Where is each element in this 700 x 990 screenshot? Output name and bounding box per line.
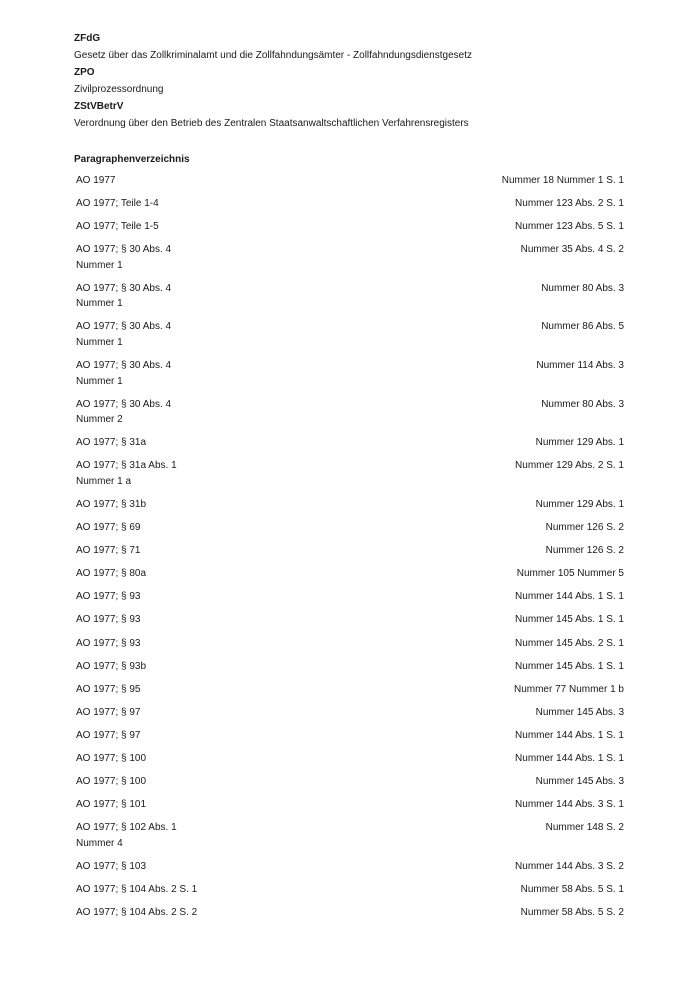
index-row-law: AO 1977; § 100 — [76, 752, 147, 764]
index-row-law: AO 1977; § 93 — [76, 591, 141, 603]
index-row-reference: Nummer 145 Abs. 1 S. 1 — [515, 614, 624, 626]
index-row — [74, 636, 626, 652]
index-row-reference: Nummer 77 Nummer 1 b — [513, 683, 624, 695]
index-row-law: AO 1977; § 30 Abs. 4 Nummer 2 — [76, 398, 172, 426]
section-title: Paragraphenverzeichnis — [74, 154, 190, 165]
abbreviation-term: ZStVBetrV — [74, 101, 124, 112]
index-row-law: AO 1977; § 93 — [76, 637, 141, 649]
abbreviation-entry — [74, 66, 626, 97]
index-row-law: AO 1977; § 31a — [76, 437, 147, 449]
index-row — [74, 705, 626, 721]
index-row — [74, 458, 626, 489]
index-row-reference: Nummer 126 S. 2 — [545, 522, 624, 534]
index-row — [74, 173, 626, 189]
index-row — [74, 497, 626, 513]
index-row-reference: Nummer 145 Abs. 1 S. 1 — [515, 660, 624, 672]
index-row-reference: Nummer 126 S. 2 — [545, 545, 624, 557]
index-row-reference: Nummer 144 Abs. 3 S. 1 — [515, 799, 624, 811]
index-row — [74, 612, 626, 628]
index-row — [74, 242, 626, 273]
index-row-law: AO 1977; § 101 — [76, 799, 147, 811]
index-row-reference: Nummer 144 Abs. 3 S. 2 — [515, 860, 624, 872]
index-row — [74, 797, 626, 813]
index-row — [74, 859, 626, 875]
paragraph-index-table — [74, 173, 626, 921]
index-row-law: AO 1977; § 30 Abs. 4 Nummer 1 — [76, 321, 172, 348]
index-row-reference: Nummer 114 Abs. 3 — [536, 360, 624, 372]
index-row-reference: Nummer 145 Abs. 3 — [535, 706, 624, 718]
index-row-reference: Nummer 123 Abs. 5 S. 1 — [515, 221, 624, 233]
index-row-law: AO 1977; § 102 Abs. 1 Nummer 4 — [76, 822, 177, 849]
index-row-law: AO 1977; § 30 Abs. 4 Nummer 1 — [76, 244, 172, 271]
index-row-law: AO 1977; § 97 — [76, 729, 141, 741]
index-row-reference: Nummer 144 Abs. 1 S. 1 — [515, 729, 624, 741]
index-row-reference: Nummer 129 Abs. 2 S. 1 — [515, 460, 624, 472]
index-row — [74, 520, 626, 536]
index-row-law: AO 1977 — [76, 175, 116, 186]
abbreviation-entry — [74, 100, 626, 131]
index-row-law: AO 1977; § 30 Abs. 4 Nummer 1 — [76, 360, 172, 387]
index-row-reference: Nummer 144 Abs. 1 S. 1 — [515, 591, 624, 603]
abbreviation-entry — [74, 32, 626, 63]
index-row-law: AO 1977; § 80a — [76, 568, 147, 580]
document-page — [74, 32, 626, 928]
abbreviation-list — [74, 32, 626, 131]
index-row-reference: Nummer 105 Nummer 5 — [516, 568, 624, 580]
index-row-law: AO 1977; § 31b — [76, 498, 147, 510]
index-row-law: AO 1977; § 97 — [76, 706, 141, 718]
index-row-law: AO 1977; § 100 — [76, 776, 147, 788]
index-row — [74, 905, 626, 921]
abbreviation-description: Zivilprozessordnung — [74, 84, 164, 95]
abbreviation-term: ZPO — [74, 67, 95, 78]
index-row-reference: Nummer 145 Abs. 2 S. 1 — [515, 637, 624, 649]
index-row-law: AO 1977; § 71 — [76, 545, 141, 557]
index-row-law: AO 1977; § 69 — [76, 522, 141, 534]
index-row — [74, 659, 626, 675]
index-row — [74, 820, 626, 851]
index-row-law: AO 1977; § 104 Abs. 2 S. 2 — [76, 907, 198, 919]
index-row — [74, 882, 626, 898]
index-row — [74, 397, 626, 428]
abbreviation-term: ZFdG — [74, 33, 101, 44]
index-row-reference: Nummer 148 S. 2 — [545, 822, 624, 834]
index-row — [74, 751, 626, 767]
index-row — [74, 435, 626, 451]
index-row-reference: Nummer 145 Abs. 3 — [535, 776, 624, 788]
index-row — [74, 358, 626, 389]
index-row-law: AO 1977; § 103 — [76, 860, 147, 872]
index-row-reference: Nummer 129 Abs. 1 — [535, 437, 624, 449]
index-row — [74, 728, 626, 744]
index-row-law: AO 1977; § 93b — [76, 660, 147, 672]
index-row-law: AO 1977; § 95 — [76, 683, 141, 695]
index-row-reference: Nummer 80 Abs. 3 — [541, 398, 624, 410]
abbreviation-description: Gesetz über das Zollkriminalamt und die Zollfahndungsämter - Zollfahndungsdienstgesetz — [74, 50, 472, 61]
index-row-reference: Nummer 35 Abs. 4 S. 2 — [520, 244, 624, 256]
index-row-law: AO 1977; § 93 — [76, 614, 141, 626]
index-row-law: AO 1977; Teile 1-4 — [76, 198, 159, 210]
index-row — [74, 566, 626, 582]
index-row-reference: Nummer 58 Abs. 5 S. 1 — [520, 883, 624, 895]
index-row-reference: Nummer 18 Nummer 1 S. 1 — [501, 175, 624, 186]
index-row-law: AO 1977; § 30 Abs. 4 Nummer 1 — [76, 282, 172, 310]
index-row — [74, 774, 626, 790]
index-row — [74, 219, 626, 235]
index-row-reference: Nummer 86 Abs. 5 — [541, 321, 624, 333]
index-row-reference: Nummer 144 Abs. 1 S. 1 — [515, 752, 624, 764]
index-row-reference: Nummer 123 Abs. 2 S. 1 — [515, 198, 624, 210]
index-row-law: AO 1977; § 31a Abs. 1 Nummer 1 a — [76, 460, 177, 487]
index-row-reference: Nummer 129 Abs. 1 — [535, 498, 624, 510]
index-row-law: AO 1977; § 104 Abs. 2 S. 1 — [76, 883, 198, 895]
index-row — [74, 589, 626, 605]
index-row — [74, 319, 626, 350]
index-row — [74, 281, 626, 312]
index-row-reference: Nummer 80 Abs. 3 — [541, 282, 624, 294]
index-row — [74, 682, 626, 698]
index-row-reference: Nummer 58 Abs. 5 S. 2 — [520, 907, 624, 919]
abbreviation-description: Verordnung über den Betrieb des Zentralen Staatsanwaltschaftlichen Verfahrensregisters — [74, 118, 469, 129]
index-row — [74, 543, 626, 559]
index-row — [74, 196, 626, 212]
index-row-law: AO 1977; Teile 1-5 — [76, 221, 159, 233]
